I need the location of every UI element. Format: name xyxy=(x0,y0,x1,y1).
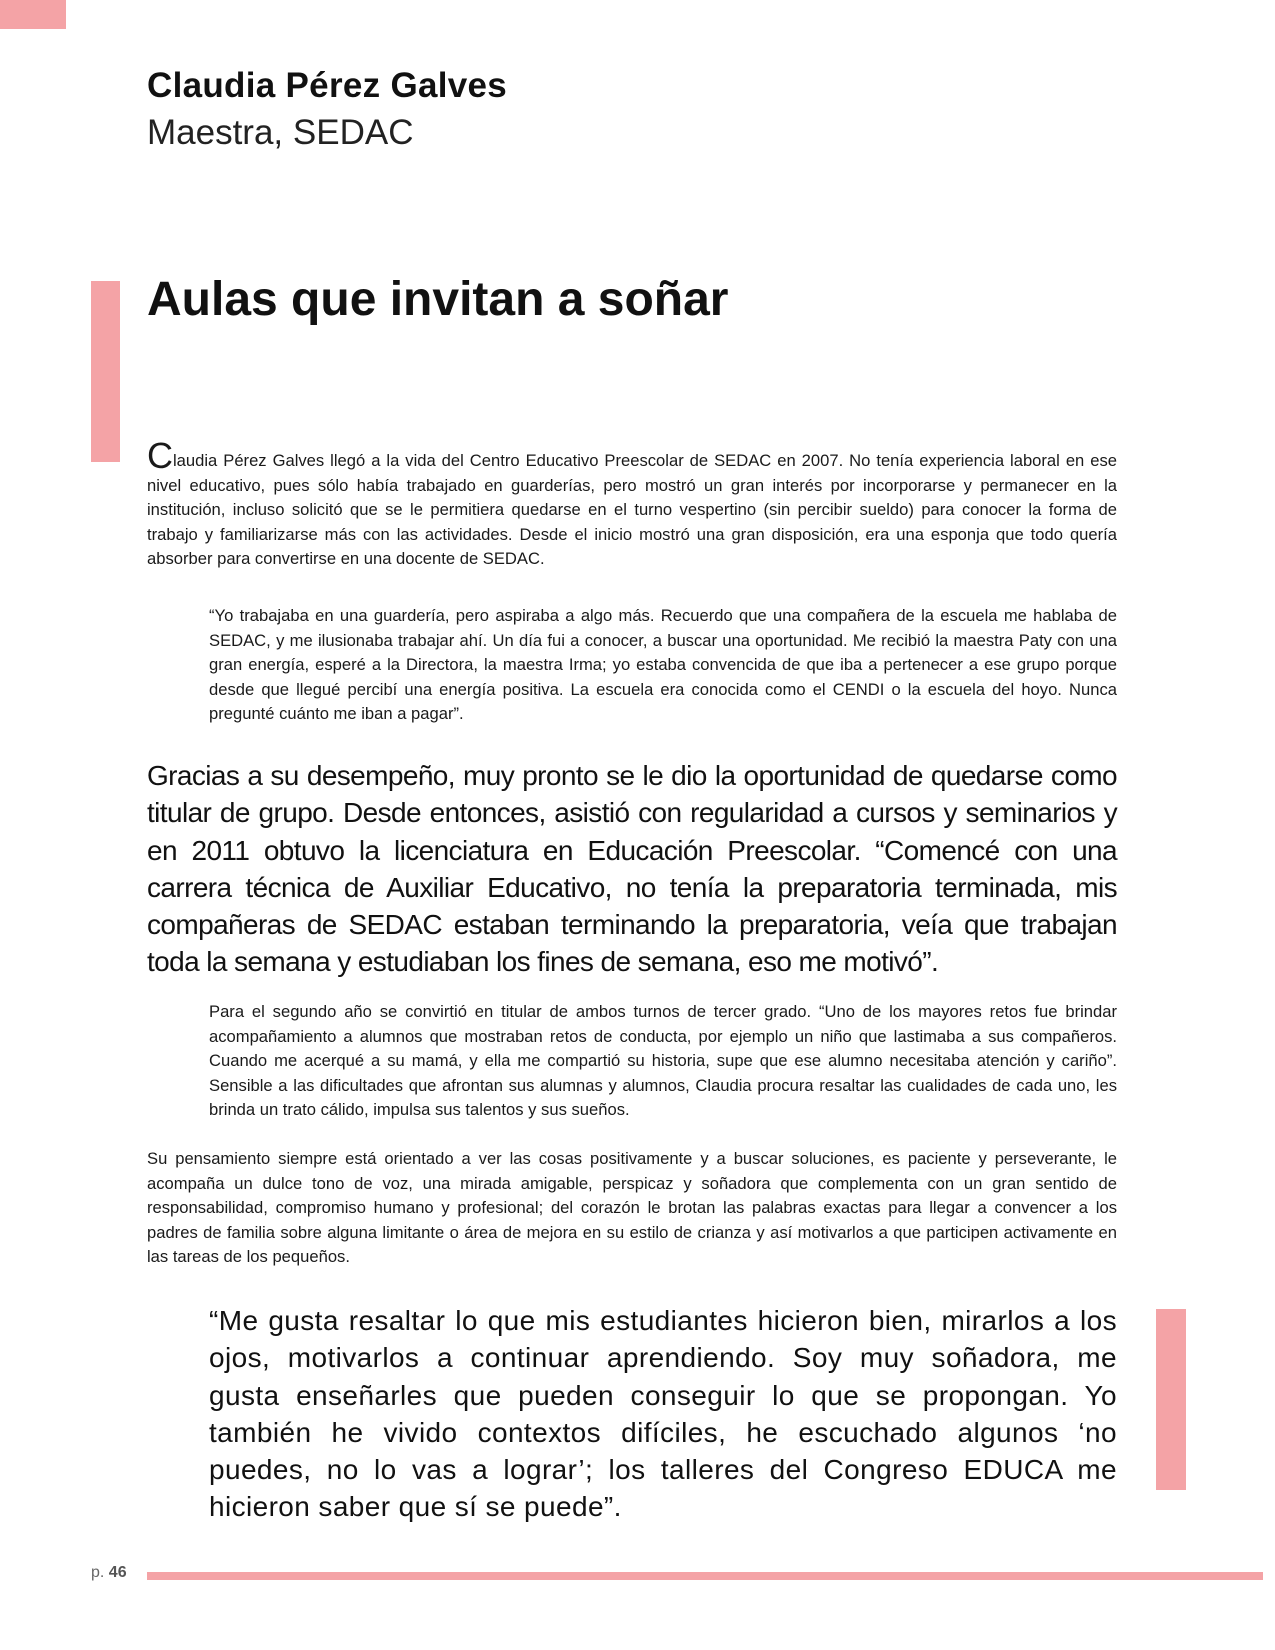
pull-quote: “Me gusta resaltar lo que mis estudiantes hicieron bien, mirarlos a los ojos, motivarlos a continuar aprendiendo. Soy muy soñadora, me gusta enseñarles que pueden conseguir lo que se propongan. Yo también he vivido contextos difíciles, he escuchado algunos ‘no puedes, no lo vas a lograr’; los talleres del Congreso EDUCA me hicieron saber que sí se puede”. xyxy=(209,1305,1117,1523)
accent-bar-title xyxy=(91,281,120,462)
intro-text: laudia Pérez Galves llegó a la vida del Centro Educativo Preescolar de SEDAC en 2007. No tenía experiencia laboral en ese nivel educativo, pues sólo había trabajado en guarderías, pero mostró un gran interés por incorporarse y permanecer en la institución, incluso solicitó que se le permitiera quedarse en el turno vespertino (sin percibir sueldo) para conocer la forma de trabajo y familiarizarse más con las actividades. Desde el inicio mostró una gran disposición, era una esponja que todo quería absorber para convertirse en una docente de SEDAC. xyxy=(147,451,1117,569)
accent-bar-top-left xyxy=(0,0,66,29)
author-name: Claudia Pérez Galves xyxy=(147,66,508,105)
intro-paragraph xyxy=(147,435,1117,572)
page-prefix: p. xyxy=(91,1564,105,1581)
page-number-value: 46 xyxy=(108,1564,127,1581)
quote-paragraph-1: “Yo trabajaba en una guardería, pero aspiraba a algo más. Recuerdo que una compañera de la escuela me hablaba de SEDAC, y me ilusionaba trabajar ahí. Un día fui a conocer, a buscar una oportunidad. Me recibió la maestra Paty con una gran energía, esperé a la Directora, la maestra Irma; yo estaba convencida de que iba a pertenecer a ese grupo porque desde que llegué percibí una energía positiva. La escuela era conocida como el CENDI o la escuela del hoyo. Nunca pregunté cuánto me iban a pagar”. xyxy=(209,606,1117,724)
highlight-paragraph: Gracias a su desempeño, muy pronto se le dio la oportunidad de quedarse como titular de grupo. Desde entonces, asistió con regularidad a cursos y seminarios y en 2011 obtuvo la licenciatura en Educación Preescolar. “Comencé con una carrera técnica de Auxiliar Educativo, no tenía la preparatoria terminada, mis compañeras de SEDAC estaban terminando la preparatoria, veía que trabajan toda la semana y estudiaban los fines de semana, eso me motivó”. xyxy=(147,760,1117,978)
drop-cap: C xyxy=(147,435,173,476)
body-paragraph: Su pensamiento siempre está orientado a ver las cosas positivamente y a buscar soluciones, es paciente y perseverante, le acompaña un dulce tono de voz, una mirada amigable, perspicaz y soñadora que complementa con un gran sentido de responsabilidad, compromiso humano y profesional; del corazón le brotan las palabras exactas para llegar a convencer a los padres de familia sobre alguna limitante o área de mejora en su estilo de crianza y así motivarlos a que participen activamente en las tareas de los pequeños. xyxy=(147,1149,1117,1267)
accent-bar-right xyxy=(1156,1309,1186,1490)
article-title: Aulas que invitan a soñar xyxy=(147,273,729,326)
footer-rule xyxy=(147,1572,1263,1580)
author-role: Maestra, SEDAC xyxy=(147,113,414,152)
quote-paragraph-2: Para el segundo año se convirtió en titular de ambos turnos de tercer grado. “Uno de los mayores retos fue brindar acompañamiento a alumnos que mostraban retos de conducta, por ejemplo un niño que lastimaba a sus compañeros. Cuando me acerqué a su mamá, y ella me compartió su historia, supe que ese alumno necesitaba atención y cariño”. Sensible a las dificultades que afrontan sus alumnas y alumnos, Claudia procura resaltar las cualidades de cada uno, les brinda un trato cálido, impulsa sus talentos y sus sueños. xyxy=(209,1002,1117,1120)
page-number xyxy=(91,1564,127,1582)
